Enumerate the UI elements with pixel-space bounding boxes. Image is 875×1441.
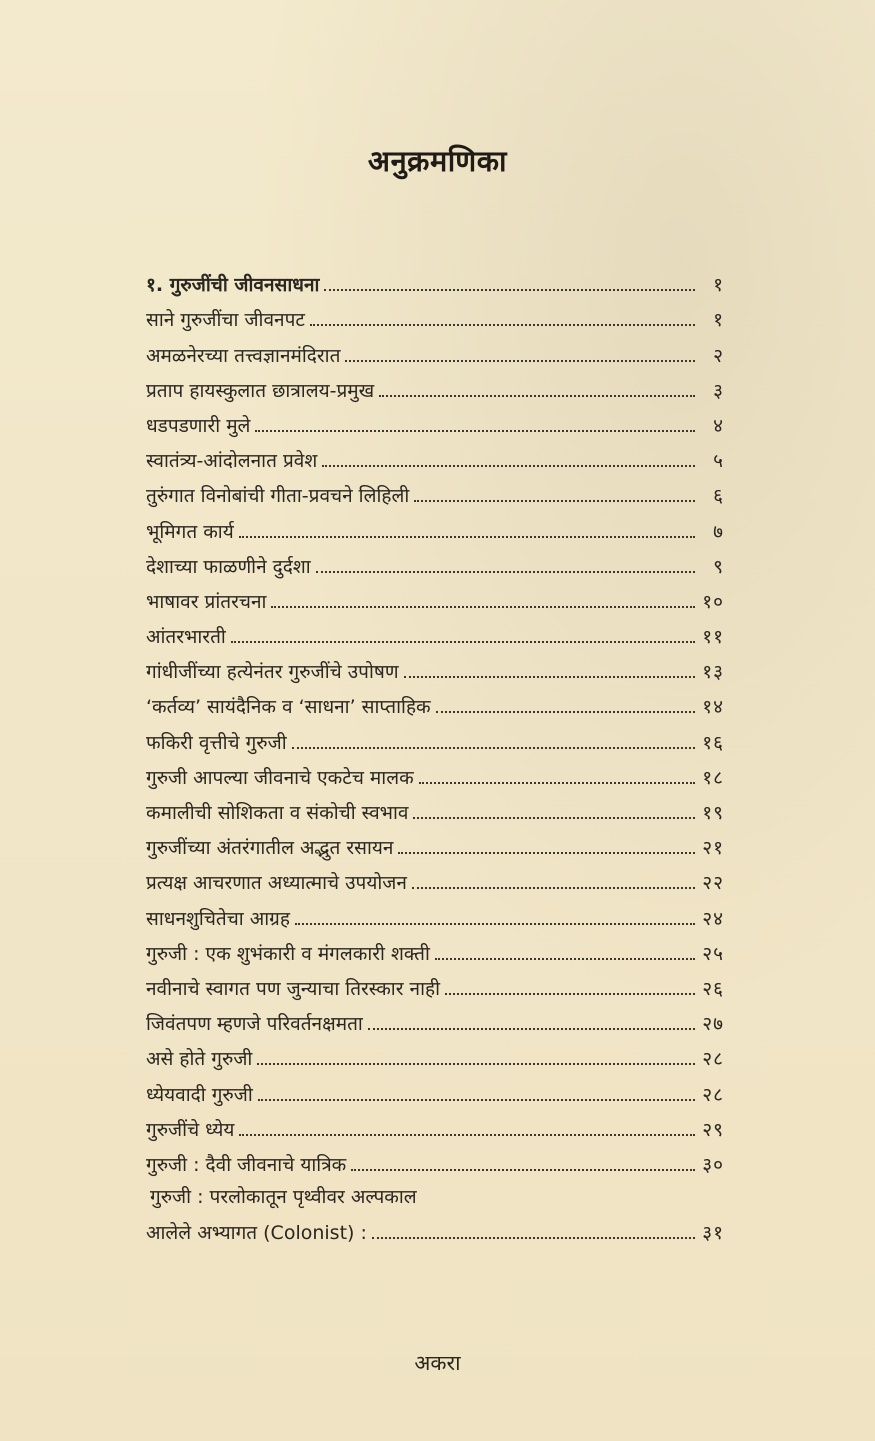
toc-entry bbox=[146, 753, 724, 788]
toc-entry-title: अमळनेरच्या तत्त्वज्ञानमंदिरात bbox=[146, 344, 341, 367]
toc-page-number: ११ bbox=[702, 626, 724, 649]
toc-page-number: २४ bbox=[702, 907, 724, 930]
toc-entry bbox=[146, 964, 724, 999]
toc-entry bbox=[146, 858, 724, 893]
toc-page-number: २६ bbox=[702, 977, 724, 1000]
dot-leader bbox=[345, 360, 695, 362]
toc-entry-title: कमालीची सोशिकता व संकोची स्वभाव bbox=[146, 802, 409, 824]
toc-entry bbox=[146, 929, 724, 964]
toc-entry bbox=[146, 577, 724, 612]
toc-page-number: १६ bbox=[702, 731, 724, 754]
toc-page-number: २७ bbox=[702, 1013, 724, 1036]
toc-entry-title: तुरुंगात विनोबांची गीता-प्रवचने लिहिली bbox=[146, 485, 410, 508]
dot-leader bbox=[413, 817, 695, 819]
dot-leader bbox=[316, 571, 695, 573]
toc-entry bbox=[146, 1034, 724, 1069]
dot-leader bbox=[372, 1237, 695, 1239]
dot-leader bbox=[295, 923, 695, 925]
dot-leader bbox=[404, 676, 695, 678]
toc-page-number: १ bbox=[713, 274, 724, 297]
toc-page-number: १४ bbox=[702, 696, 724, 719]
toc-entry bbox=[146, 893, 724, 928]
toc-entry bbox=[146, 999, 724, 1034]
toc-page-number: १९ bbox=[702, 802, 724, 824]
toc-page-number: ६ bbox=[713, 485, 724, 508]
dot-leader bbox=[239, 1134, 695, 1136]
dot-leader bbox=[435, 958, 695, 960]
toc-entry bbox=[146, 1069, 724, 1104]
toc-page-number: ३० bbox=[702, 1153, 724, 1176]
toc-entry bbox=[146, 401, 724, 436]
toc-entry-title: असे होते गुरुजी bbox=[146, 1048, 253, 1071]
toc-entry bbox=[146, 1140, 724, 1175]
dot-leader bbox=[379, 395, 695, 397]
toc-page-number: २१ bbox=[702, 837, 724, 860]
toc-entry bbox=[146, 682, 724, 717]
toc-page-number: ३ bbox=[713, 379, 724, 402]
dot-leader bbox=[231, 641, 695, 643]
toc-page-number: १८ bbox=[702, 766, 724, 789]
page-number-footer: अकरा bbox=[414, 1351, 461, 1375]
toc-entry-title: गुरुजींच्या अंतरंगातील अद्भुत रसायन bbox=[146, 837, 394, 860]
table-of-contents bbox=[146, 260, 724, 1243]
dot-leader bbox=[257, 1063, 695, 1065]
dot-leader bbox=[322, 465, 695, 467]
toc-chapter-heading bbox=[146, 260, 724, 295]
toc-entry bbox=[146, 471, 724, 506]
toc-page-number: १ bbox=[713, 309, 724, 332]
dot-leader bbox=[398, 852, 695, 854]
toc-entry-title: गुरुजींचे ध्येय bbox=[146, 1118, 235, 1141]
toc-entry-title: आलेले अभ्यागत (Colonist) : bbox=[146, 1221, 367, 1244]
dot-leader bbox=[414, 500, 695, 502]
toc-entry bbox=[146, 647, 724, 682]
toc-page-number: २८ bbox=[702, 1048, 724, 1071]
dot-leader bbox=[419, 782, 695, 784]
toc-entry-title: ‘कर्तव्य’ सायंदैनिक व ‘साधना’ साप्ताहिक bbox=[146, 696, 431, 719]
toc-entry bbox=[146, 1105, 724, 1140]
dot-leader bbox=[445, 993, 695, 995]
toc-entry-title: फकिरी वृत्तीचे गुरुजी bbox=[146, 731, 287, 754]
toc-entry bbox=[146, 612, 724, 647]
toc-page-number: ४ bbox=[713, 414, 724, 437]
toc-page-number: २५ bbox=[702, 942, 724, 965]
toc-entry-title: धडपडणारी मुले bbox=[146, 414, 251, 437]
toc-page-number: १० bbox=[702, 590, 724, 613]
toc-page-number: ९ bbox=[713, 555, 724, 578]
dot-leader bbox=[292, 747, 695, 749]
dot-leader bbox=[258, 1099, 695, 1101]
dot-leader bbox=[310, 324, 695, 326]
toc-entry-title: प्रताप हायस्कुलात छात्रालय-प्रमुख bbox=[146, 379, 375, 402]
toc-entry-title: स्वातंत्र्य-आंदोलनात प्रवेश bbox=[146, 450, 318, 473]
toc-entry-title: देशाच्या फाळणीने दुर्दशा bbox=[146, 555, 311, 578]
toc-page-number: ५ bbox=[713, 450, 724, 473]
dot-leader bbox=[271, 606, 695, 608]
toc-entry-title: प्रत्यक्ष आचरणात अध्यात्माचे उपयोजन bbox=[146, 872, 407, 895]
toc-entry bbox=[146, 542, 724, 577]
dot-leader bbox=[368, 1028, 695, 1030]
dot-leader bbox=[324, 289, 695, 291]
page-title: अनुक्रमणिका bbox=[367, 144, 508, 178]
toc-entry-title: जिवंतपण म्हणजे परिवर्तनक्षमता bbox=[146, 1013, 363, 1036]
toc-entry-first-line bbox=[146, 1175, 724, 1207]
toc-page-number: २ bbox=[713, 344, 724, 367]
toc-entry-title: गांधीजींच्या हत्येनंतर गुरुजींचे उपोषण bbox=[146, 661, 399, 684]
toc-entry-title: १. गुरुजींची जीवनसाधना bbox=[146, 274, 320, 297]
toc-entry-title: गुरुजी आपल्या जीवनाचे एकटेच मालक bbox=[146, 766, 414, 789]
dot-leader bbox=[255, 430, 695, 432]
toc-entry-title: भाषावर प्रांतरचना bbox=[146, 590, 267, 613]
toc-entry bbox=[146, 436, 724, 471]
toc-entry bbox=[146, 788, 724, 823]
toc-entry-title: भूमिगत कार्य bbox=[146, 520, 234, 543]
toc-page-number: ३१ bbox=[702, 1221, 724, 1244]
toc-entry bbox=[146, 823, 724, 858]
toc-page-number: २९ bbox=[702, 1118, 724, 1141]
dot-leader bbox=[436, 711, 695, 713]
toc-entry bbox=[146, 717, 724, 752]
toc-page-number: १३ bbox=[702, 661, 724, 684]
toc-entry bbox=[146, 506, 724, 541]
dot-leader bbox=[351, 1169, 695, 1171]
toc-entry-title: आंतरभारती bbox=[146, 626, 226, 649]
toc-page-number: २८ bbox=[702, 1083, 724, 1106]
toc-entry-title: गुरुजी : एक शुभंकारी व मंगलकारी शक्ती bbox=[146, 942, 430, 965]
toc-page-number: २२ bbox=[702, 872, 724, 895]
dot-leader bbox=[412, 887, 695, 889]
toc-entry-title: गुरुजी : परलोकातून पृथ्वीवर अल्पकाल bbox=[150, 1185, 417, 1208]
toc-entry bbox=[146, 366, 724, 401]
toc-entry-continued bbox=[146, 1207, 724, 1243]
dot-leader bbox=[239, 536, 695, 538]
toc-entry-title: ध्येयवादी गुरुजी bbox=[146, 1083, 253, 1106]
toc-page-number: ७ bbox=[713, 520, 724, 543]
toc-entry bbox=[146, 295, 724, 330]
toc-entry-title: साधनशुचितेचा आग्रह bbox=[146, 907, 290, 930]
toc-entry-title: गुरुजी : दैवी जीवनाचे यात्रिक bbox=[146, 1153, 347, 1176]
toc-entry-title: साने गुरुजींचा जीवनपट bbox=[146, 309, 305, 332]
toc-entry-title: नवीनाचे स्वागत पण जुन्याचा तिरस्कार नाही bbox=[146, 977, 440, 1000]
toc-entry bbox=[146, 330, 724, 365]
